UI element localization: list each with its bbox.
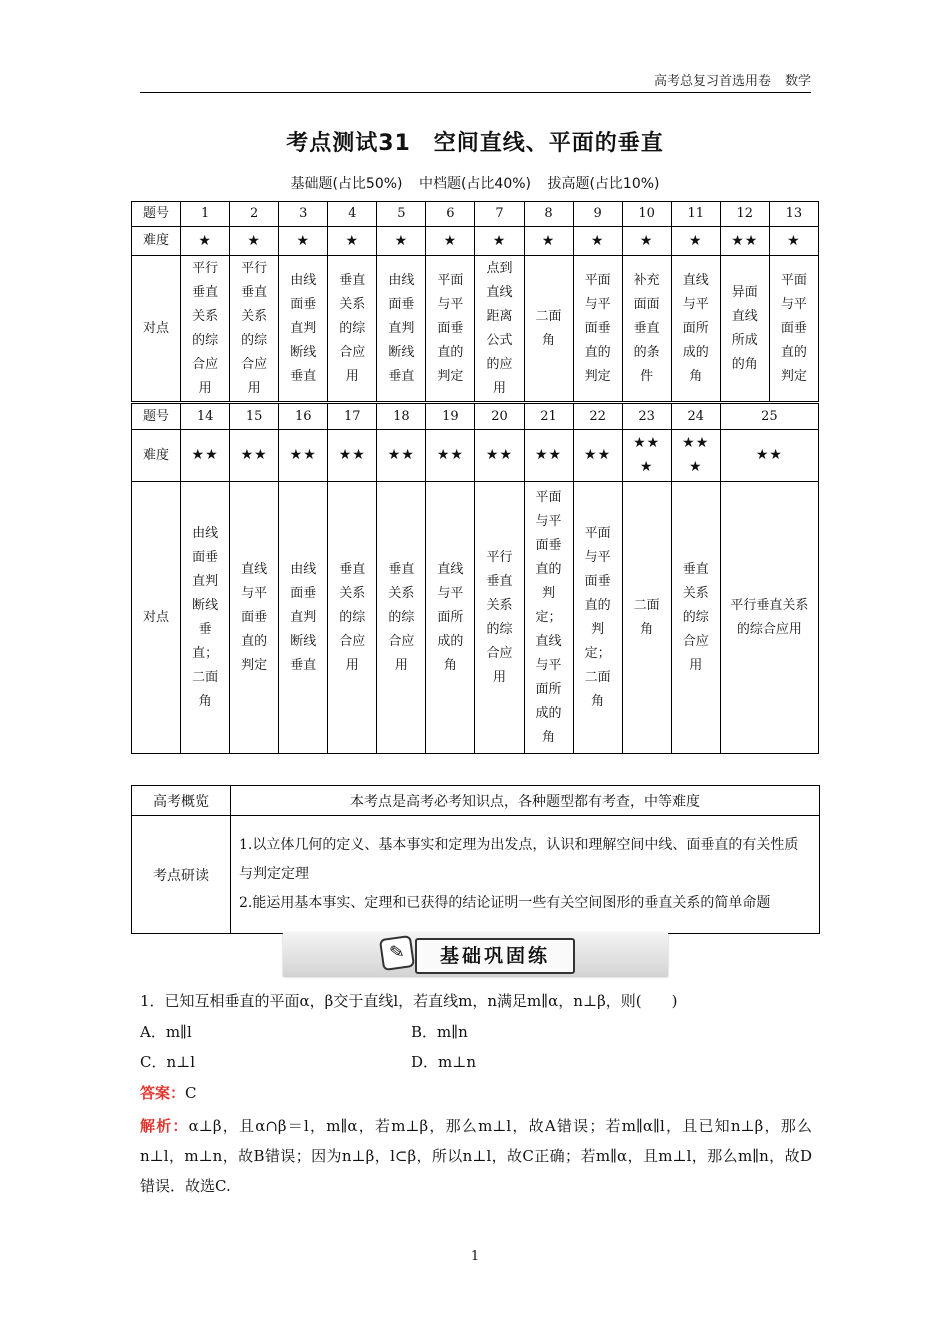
ratio-hard: 拔高题(占比10%) [547,176,660,192]
difficulty-stars [230,430,279,482]
topic-text: 点到直线距离公式的应用 [486,260,513,396]
question-table-1 [131,201,819,402]
ratio-basic: 基础题(占比50%) [290,176,403,192]
page-header [140,70,811,93]
question-number: 5 [377,202,426,227]
topic-text: 平行垂直关系的综合应用 [730,597,809,637]
difficulty-stars [573,227,622,256]
num-label: 题号 [132,202,181,227]
topic-cell [573,256,622,402]
topic-text: 平面与平面垂直的判定；直线与平面所成的角 [535,489,562,745]
star-rating: ★★ [584,447,612,463]
answer-label: 答案： [140,1084,186,1102]
section-title: 基础巩固练 [415,938,575,974]
difficulty-stars [328,430,377,482]
topic-text: 由线面垂直判断线垂直 [290,272,317,384]
difficulty-stars [181,227,230,256]
question-number: 9 [573,202,622,227]
topic-text: 异面直线所成的角 [731,284,758,372]
question-number: 12 [720,202,769,227]
star-rating: ★★★ [682,435,710,475]
question-number: 23 [622,404,671,430]
question-number: 16 [279,404,328,430]
topic-cell [230,256,279,402]
star-rating: ★★ [240,447,268,463]
topic-text: 垂直关系的综合应用 [339,561,366,673]
difficulty-stars [475,430,524,482]
topic-cell [377,256,426,402]
topic-cell [720,482,818,754]
study-label: 考点研读 [132,816,231,934]
topic-cell [524,256,573,402]
star-rating: ★★ [755,447,783,463]
question-table-2 [131,403,819,754]
answer-line [140,1082,197,1103]
topic-label: 对点 [132,256,181,402]
topic-cell [524,482,573,754]
topic-cell [426,256,475,402]
topic-text: 由线面垂直判断线垂直 [290,561,317,673]
topic-text: 直线与平面垂直的判定 [241,561,268,673]
num-label: 题号 [132,404,181,430]
topic-cell [181,482,230,754]
star-rating: ★★★ [633,435,661,475]
topic-cell [573,482,622,754]
topic-cell [475,482,524,754]
star-rating: ★★ [338,447,366,463]
star-rating: ★ [787,232,801,249]
difficulty-stars [573,430,622,482]
topic-cell [230,482,279,754]
question-number: 22 [573,404,622,430]
subject-label: 数学 [784,74,811,89]
question-number: 19 [426,404,475,430]
topic-text: 垂直关系的综合应用 [388,561,415,673]
analysis-label: 解析： [140,1117,189,1135]
difficulty-stars [622,430,671,482]
star-rating: ★ [590,232,605,249]
topic-label: 对点 [132,482,181,754]
topic-cell [426,482,475,754]
question-number: 7 [475,202,524,227]
difficulty-stars [279,227,328,256]
question-number: 21 [524,404,573,430]
difficulty-stars [475,227,524,256]
answer-value: C [185,1084,197,1102]
difficulty-stars [524,227,573,256]
topic-text: 平面与平面垂直的判定 [437,272,464,384]
topic-cell [671,482,720,754]
difficulty-stars [181,430,230,482]
topic-text: 平面与平面垂直的判定；二面角 [584,525,611,709]
pencil-icon: ✎ [379,935,415,971]
page-title: 考点测试31 空间直线、平面的垂直 [286,131,664,156]
study-point-2: 2.能运用基本事实、定理和已获得的结论证明一些有关空间图形的垂直关系的简单命题 [239,895,771,911]
question-number: 25 [720,404,818,430]
question-number: 15 [230,404,279,430]
diff-label: 难度 [132,227,181,256]
analysis-text: α⊥β，且α∩β＝l，m∥α，若m⊥β，那么m⊥l，故A错误；若m∥α∥l，且已知n⊥β，那么n⊥l，m⊥n，故B错误；因为n⊥β，l⊂β，所以n⊥l，故C正确；若m∥α，且m⊥l，那么m∥n，故D错误．故选C. [140,1117,812,1195]
exam-overview-table [131,785,820,934]
star-rating: ★ [296,232,310,249]
difficulty-stars [671,430,720,482]
study-point-1: 1.以立体几何的定义、基本事实和定理为出发点，认识和理解空间中线、面垂直的有关性质与判定定理 [239,837,799,882]
topic-text: 垂直关系的综合应用 [682,561,709,673]
topic-cell [279,256,328,402]
question-number: 13 [769,202,818,227]
question-number: 1 [181,202,230,227]
question-stem: 1．已知互相垂直的平面α，β交于直线l，若直线m，n满足m∥α，n⊥β，则( ) [140,992,678,1010]
topic-text: 平行垂直关系的综合应用 [241,260,268,396]
topic-text: 垂直关系的综合应用 [339,272,366,384]
question-number: 3 [279,202,328,227]
question-number: 20 [475,404,524,430]
question-number: 6 [426,202,475,227]
analysis [140,1111,812,1201]
topic-text: 直线与平面所成的角 [682,272,709,384]
difficulty-ratio [0,173,950,193]
overview-label: 高考概览 [132,786,231,816]
star-rating: ★★ [289,447,317,463]
star-rating: ★ [639,232,654,249]
difficulty-stars [230,227,279,256]
star-rating: ★★ [485,447,514,463]
option-d: D．m⊥n [411,1053,477,1071]
page-number: 1 [470,1249,480,1264]
topic-cell [671,256,720,402]
topic-text: 平面与平面垂直的判定 [780,272,807,384]
topic-text: 二面角 [633,597,660,637]
star-rating: ★ [492,232,507,249]
book-title: 高考总复习首选用卷 [653,74,771,89]
option-a: A．m∥l [140,1023,192,1041]
difficulty-stars [769,227,818,256]
difficulty-stars [426,227,475,256]
star-rating: ★ [394,232,409,249]
question-number: 10 [622,202,671,227]
difficulty-stars [377,430,426,482]
question-number: 24 [671,404,720,430]
question-number: 14 [181,404,230,430]
star-rating: ★ [198,232,212,249]
star-rating: ★ [688,232,703,249]
star-rating: ★ [541,232,556,249]
topic-cell [181,256,230,402]
question-number: 11 [671,202,720,227]
difficulty-stars [720,227,769,256]
topic-text: 平面与平面垂直的判定 [584,272,611,384]
question-number: 17 [328,404,377,430]
section-banner [283,932,668,976]
star-rating: ★★ [436,447,464,463]
option-c: C．n⊥l [140,1053,196,1071]
topic-cell [475,256,524,402]
difficulty-stars [671,227,720,256]
topic-cell [328,482,377,754]
difficulty-stars [524,430,573,482]
ratio-middle: 中档题(占比40%) [418,176,532,192]
star-rating: ★★ [731,232,759,249]
topic-cell [622,482,671,754]
star-rating: ★★ [534,447,563,463]
topic-cell [279,482,328,754]
topic-text: 二面角 [535,308,562,348]
topic-text: 补充面面垂直的条件 [633,272,660,384]
star-rating: ★★ [387,447,415,463]
star-rating: ★★ [191,447,219,463]
topic-cell [377,482,426,754]
difficulty-stars [328,227,377,256]
difficulty-stars [377,227,426,256]
overview-text: 本考点是高考必考知识点，各种题型都有考查，中等难度 [231,786,820,816]
diff-label: 难度 [132,430,181,482]
question-number: 2 [230,202,279,227]
star-rating: ★ [443,232,458,249]
topic-cell [622,256,671,402]
question-number: 18 [377,404,426,430]
topic-text: 平行垂直关系的综合应用 [192,260,219,396]
option-b: B．m∥n [411,1023,468,1041]
topic-text: 由线面垂直判断线垂直；二面角 [192,525,219,709]
topic-text: 由线面垂直判断线垂直 [388,272,415,384]
difficulty-stars [720,430,818,482]
question-number: 8 [524,202,573,227]
star-rating: ★ [345,232,360,249]
topic-cell [769,256,818,402]
topic-text: 直线与平面所成的角 [437,561,464,673]
difficulty-stars [426,430,475,482]
topic-cell [720,256,769,402]
topic-text: 平行垂直关系的综合应用 [486,549,513,685]
star-rating: ★ [247,232,261,249]
difficulty-stars [279,430,328,482]
question-number: 4 [328,202,377,227]
topic-cell [328,256,377,402]
difficulty-stars [622,227,671,256]
